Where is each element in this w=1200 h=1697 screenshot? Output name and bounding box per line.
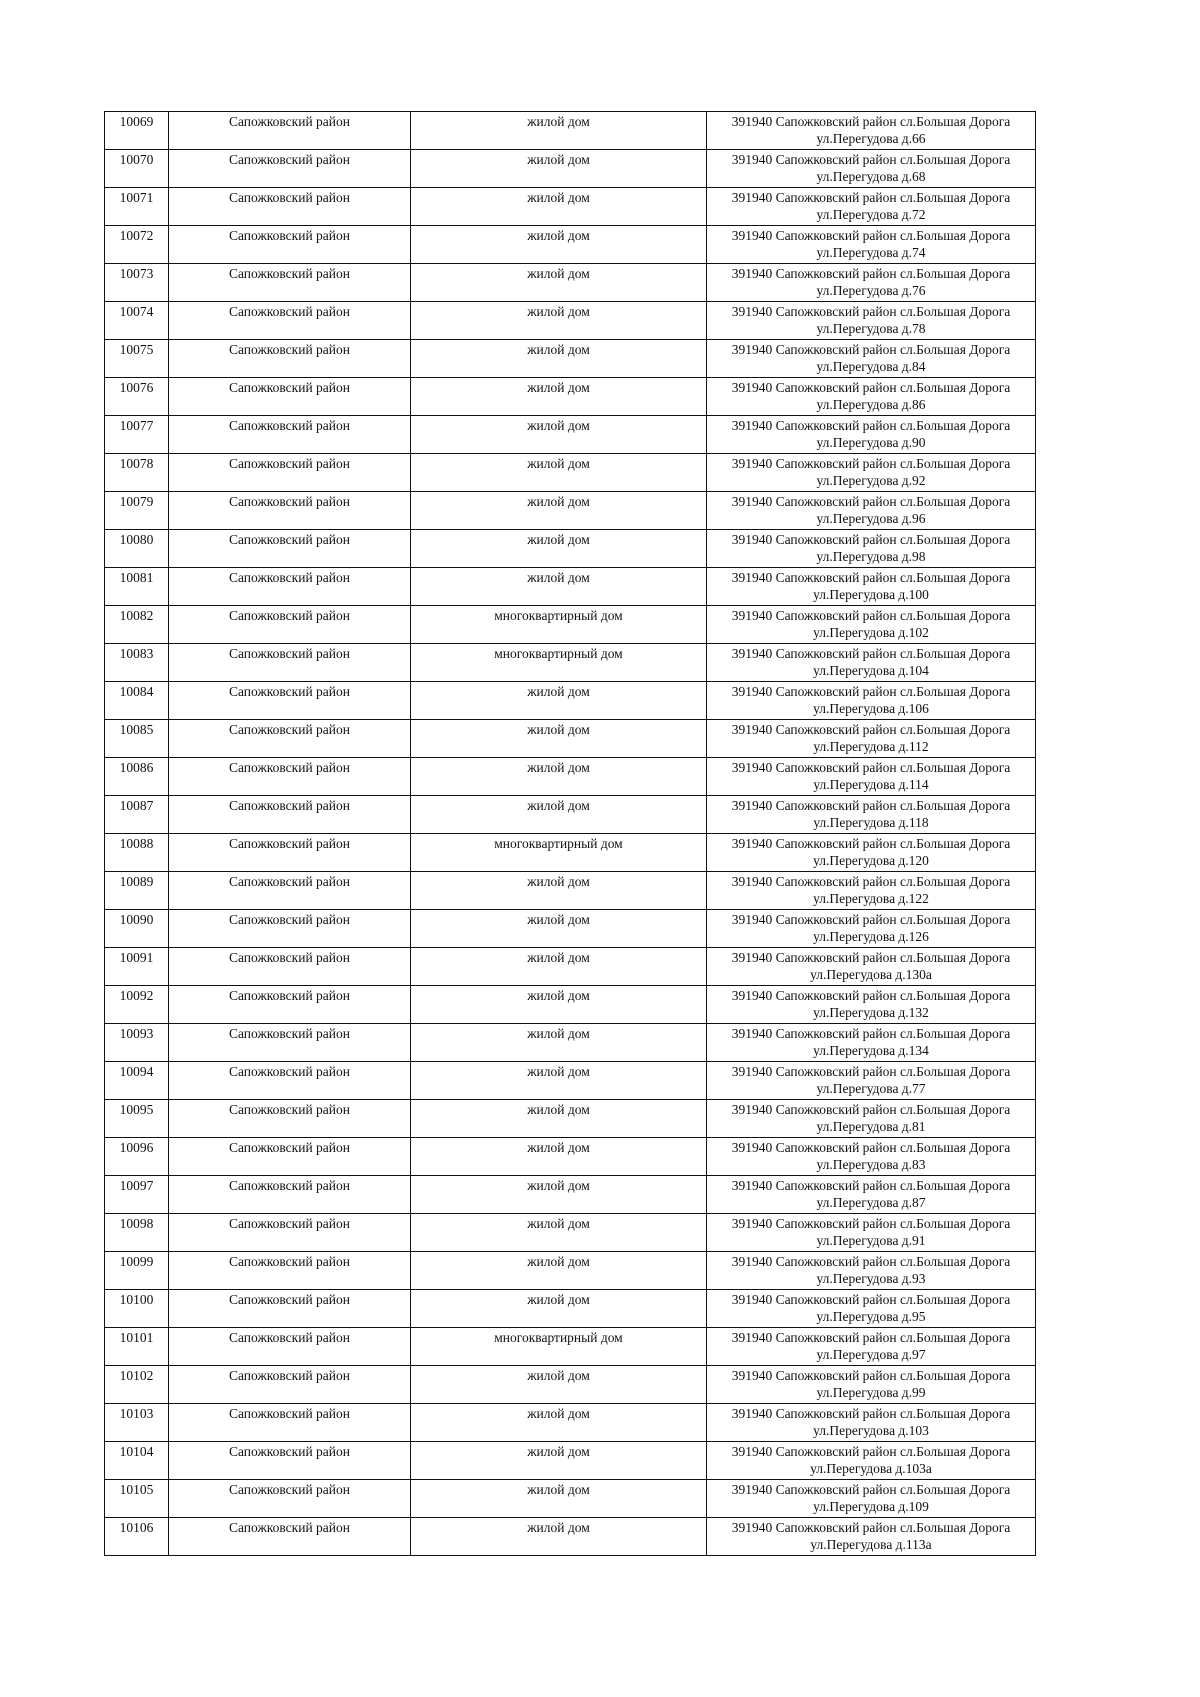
table-row — [105, 910, 1036, 948]
table-row — [105, 1480, 1036, 1518]
object-type-cell: жилой дом — [411, 188, 707, 226]
district-cell: Сапожковский район — [169, 1100, 411, 1138]
row-number: 10073 — [105, 264, 169, 302]
address-cell — [707, 1480, 1036, 1518]
address-line-1: 391940 Сапожковский район сл.Большая Дорога — [731, 1482, 1011, 1497]
district-cell: Сапожковский район — [169, 1480, 411, 1518]
district-cell: Сапожковский район — [169, 1176, 411, 1214]
address-line-1: 391940 Сапожковский район сл.Большая Дорога — [731, 912, 1011, 927]
address-cell — [707, 986, 1036, 1024]
row-number: 10074 — [105, 302, 169, 340]
table-row — [105, 948, 1036, 986]
object-type-cell: жилой дом — [411, 1518, 707, 1556]
district-cell: Сапожковский район — [169, 1024, 411, 1062]
address-cell — [707, 416, 1036, 454]
address-table — [104, 111, 1036, 1556]
object-type-cell: жилой дом — [411, 568, 707, 606]
row-number: 10076 — [105, 378, 169, 416]
address-cell — [707, 682, 1036, 720]
row-number: 10091 — [105, 948, 169, 986]
address-line-2: ул.Перегудова д.122 — [813, 891, 929, 906]
address-line-1: 391940 Сапожковский район сл.Большая Дорога — [731, 418, 1011, 433]
address-line-1: 391940 Сапожковский район сл.Большая Дорога — [731, 304, 1011, 319]
table-row — [105, 378, 1036, 416]
row-number: 10083 — [105, 644, 169, 682]
table-row — [105, 150, 1036, 188]
row-number: 10098 — [105, 1214, 169, 1252]
address-cell — [707, 302, 1036, 340]
district-cell: Сапожковский район — [169, 150, 411, 188]
object-type-cell: жилой дом — [411, 492, 707, 530]
table-row — [105, 1252, 1036, 1290]
address-line-1: 391940 Сапожковский район сл.Большая Дорога — [731, 1064, 1011, 1079]
district-cell: Сапожковский район — [169, 302, 411, 340]
row-number: 10092 — [105, 986, 169, 1024]
address-line-2: ул.Перегудова д.95 — [816, 1309, 926, 1324]
address-line-1: 391940 Сапожковский район сл.Большая Дорога — [731, 836, 1011, 851]
table-row — [105, 416, 1036, 454]
address-cell — [707, 568, 1036, 606]
table-row — [105, 454, 1036, 492]
address-cell — [707, 226, 1036, 264]
district-cell: Сапожковский район — [169, 1062, 411, 1100]
object-type-cell: жилой дом — [411, 1404, 707, 1442]
row-number: 10071 — [105, 188, 169, 226]
address-cell — [707, 872, 1036, 910]
object-type-cell: жилой дом — [411, 948, 707, 986]
district-cell: Сапожковский район — [169, 948, 411, 986]
address-line-2: ул.Перегудова д.114 — [813, 777, 929, 792]
address-line-1: 391940 Сапожковский район сл.Большая Дорога — [731, 1102, 1011, 1117]
address-line-2: ул.Перегудова д.72 — [816, 207, 926, 222]
address-line-1: 391940 Сапожковский район сл.Большая Дорога — [731, 1444, 1011, 1459]
address-line-1: 391940 Сапожковский район сл.Большая Дорога — [731, 114, 1011, 129]
table-row — [105, 1024, 1036, 1062]
address-table-body — [105, 112, 1036, 1556]
row-number: 10072 — [105, 226, 169, 264]
address-line-1: 391940 Сапожковский район сл.Большая Дорога — [731, 456, 1011, 471]
address-line-2: ул.Перегудова д.93 — [816, 1271, 926, 1286]
district-cell: Сапожковский район — [169, 340, 411, 378]
table-row — [105, 1176, 1036, 1214]
object-type-cell: жилой дом — [411, 1366, 707, 1404]
row-number: 10101 — [105, 1328, 169, 1366]
row-number: 10089 — [105, 872, 169, 910]
table-row — [105, 492, 1036, 530]
address-line-2: ул.Перегудова д.98 — [816, 549, 926, 564]
district-cell: Сапожковский район — [169, 568, 411, 606]
address-line-2: ул.Перегудова д.120 — [813, 853, 929, 868]
object-type-cell: жилой дом — [411, 1252, 707, 1290]
district-cell: Сапожковский район — [169, 416, 411, 454]
table-row — [105, 758, 1036, 796]
district-cell: Сапожковский район — [169, 1366, 411, 1404]
object-type-cell: жилой дом — [411, 1442, 707, 1480]
row-number: 10090 — [105, 910, 169, 948]
object-type-cell: жилой дом — [411, 530, 707, 568]
object-type-cell: жилой дом — [411, 682, 707, 720]
address-line-2: ул.Перегудова д.99 — [816, 1385, 926, 1400]
address-line-2: ул.Перегудова д.83 — [816, 1157, 926, 1172]
address-line-2: ул.Перегудова д.103 — [813, 1423, 929, 1438]
row-number: 10079 — [105, 492, 169, 530]
object-type-cell: многоквартирный дом — [411, 1328, 707, 1366]
row-number: 10099 — [105, 1252, 169, 1290]
address-line-1: 391940 Сапожковский район сл.Большая Дорога — [731, 1026, 1011, 1041]
address-line-2: ул.Перегудова д.97 — [816, 1347, 926, 1362]
address-line-2: ул.Перегудова д.86 — [816, 397, 926, 412]
address-line-2: ул.Перегудова д.113а — [810, 1537, 932, 1552]
address-cell — [707, 1024, 1036, 1062]
object-type-cell: жилой дом — [411, 416, 707, 454]
row-number: 10093 — [105, 1024, 169, 1062]
district-cell: Сапожковский район — [169, 1138, 411, 1176]
table-row — [105, 606, 1036, 644]
table-row — [105, 1518, 1036, 1556]
district-cell: Сапожковский район — [169, 530, 411, 568]
object-type-cell: жилой дом — [411, 1480, 707, 1518]
address-line-2: ул.Перегудова д.78 — [816, 321, 926, 336]
address-cell — [707, 1404, 1036, 1442]
address-line-1: 391940 Сапожковский район сл.Большая Дорога — [731, 608, 1011, 623]
object-type-cell: многоквартирный дом — [411, 606, 707, 644]
object-type-cell: жилой дом — [411, 1214, 707, 1252]
object-type-cell: жилой дом — [411, 150, 707, 188]
address-line-2: ул.Перегудова д.109 — [813, 1499, 929, 1514]
address-line-2: ул.Перегудова д.102 — [813, 625, 929, 640]
address-line-1: 391940 Сапожковский район сл.Большая Дорога — [731, 1254, 1011, 1269]
row-number: 10087 — [105, 796, 169, 834]
address-cell — [707, 758, 1036, 796]
address-line-1: 391940 Сапожковский район сл.Большая Дорога — [731, 760, 1011, 775]
row-number: 10080 — [105, 530, 169, 568]
row-number: 10106 — [105, 1518, 169, 1556]
table-row — [105, 1442, 1036, 1480]
address-cell — [707, 1328, 1036, 1366]
table-row — [105, 796, 1036, 834]
table-row — [105, 188, 1036, 226]
district-cell: Сапожковский район — [169, 720, 411, 758]
address-line-2: ул.Перегудова д.90 — [816, 435, 926, 450]
address-cell — [707, 1138, 1036, 1176]
row-number: 10104 — [105, 1442, 169, 1480]
district-cell: Сапожковский район — [169, 188, 411, 226]
row-number: 10105 — [105, 1480, 169, 1518]
table-row — [105, 1328, 1036, 1366]
district-cell: Сапожковский район — [169, 226, 411, 264]
row-number: 10100 — [105, 1290, 169, 1328]
district-cell: Сапожковский район — [169, 1442, 411, 1480]
address-cell — [707, 910, 1036, 948]
address-line-2: ул.Перегудова д.100 — [813, 587, 929, 602]
row-number: 10103 — [105, 1404, 169, 1442]
district-cell: Сапожковский район — [169, 454, 411, 492]
address-cell — [707, 796, 1036, 834]
address-line-2: ул.Перегудова д.130а — [810, 967, 932, 982]
address-line-1: 391940 Сапожковский район сл.Большая Дорога — [731, 874, 1011, 889]
row-number: 10086 — [105, 758, 169, 796]
table-row — [105, 872, 1036, 910]
district-cell: Сапожковский район — [169, 758, 411, 796]
district-cell: Сапожковский район — [169, 986, 411, 1024]
row-number: 10097 — [105, 1176, 169, 1214]
district-cell: Сапожковский район — [169, 682, 411, 720]
table-row — [105, 1366, 1036, 1404]
address-line-2: ул.Перегудова д.74 — [816, 245, 926, 260]
address-line-2: ул.Перегудова д.118 — [813, 815, 929, 830]
object-type-cell: жилой дом — [411, 112, 707, 150]
object-type-cell: жилой дом — [411, 1290, 707, 1328]
address-line-1: 391940 Сапожковский район сл.Большая Дорога — [731, 228, 1011, 243]
district-cell: Сапожковский район — [169, 378, 411, 416]
table-row — [105, 264, 1036, 302]
object-type-cell: жилой дом — [411, 1176, 707, 1214]
address-line-1: 391940 Сапожковский район сл.Большая Дорога — [731, 1178, 1011, 1193]
table-row — [105, 112, 1036, 150]
address-cell — [707, 492, 1036, 530]
row-number: 10088 — [105, 834, 169, 872]
object-type-cell: многоквартирный дом — [411, 834, 707, 872]
address-line-1: 391940 Сапожковский район сл.Большая Дорога — [731, 1330, 1011, 1345]
row-number: 10077 — [105, 416, 169, 454]
address-line-2: ул.Перегудова д.84 — [816, 359, 926, 374]
table-row — [105, 1290, 1036, 1328]
district-cell: Сапожковский район — [169, 1518, 411, 1556]
object-type-cell: жилой дом — [411, 1138, 707, 1176]
address-line-2: ул.Перегудова д.91 — [816, 1233, 926, 1248]
row-number: 10075 — [105, 340, 169, 378]
address-cell — [707, 948, 1036, 986]
address-cell — [707, 340, 1036, 378]
object-type-cell: жилой дом — [411, 340, 707, 378]
table-row — [105, 1062, 1036, 1100]
district-cell: Сапожковский район — [169, 264, 411, 302]
address-line-1: 391940 Сапожковский район сл.Большая Дорога — [731, 722, 1011, 737]
table-row — [105, 340, 1036, 378]
address-line-1: 391940 Сапожковский район сл.Большая Дорога — [731, 494, 1011, 509]
table-row — [105, 1404, 1036, 1442]
address-cell — [707, 1366, 1036, 1404]
address-line-1: 391940 Сапожковский район сл.Большая Дорога — [731, 950, 1011, 965]
object-type-cell: жилой дом — [411, 720, 707, 758]
district-cell: Сапожковский район — [169, 1290, 411, 1328]
row-number: 10085 — [105, 720, 169, 758]
object-type-cell: жилой дом — [411, 986, 707, 1024]
row-number: 10069 — [105, 112, 169, 150]
object-type-cell: жилой дом — [411, 1062, 707, 1100]
address-line-2: ул.Перегудова д.81 — [816, 1119, 926, 1134]
row-number: 10095 — [105, 1100, 169, 1138]
table-row — [105, 568, 1036, 606]
object-type-cell: жилой дом — [411, 302, 707, 340]
address-line-1: 391940 Сапожковский район сл.Большая Дорога — [731, 1216, 1011, 1231]
row-number: 10070 — [105, 150, 169, 188]
table-row — [105, 834, 1036, 872]
address-line-1: 391940 Сапожковский район сл.Большая Дорога — [731, 190, 1011, 205]
object-type-cell: жилой дом — [411, 1100, 707, 1138]
address-line-1: 391940 Сапожковский район сл.Большая Дорога — [731, 152, 1011, 167]
address-line-2: ул.Перегудова д.106 — [813, 701, 929, 716]
object-type-cell: жилой дом — [411, 226, 707, 264]
address-cell — [707, 1252, 1036, 1290]
row-number: 10096 — [105, 1138, 169, 1176]
address-line-2: ул.Перегудова д.96 — [816, 511, 926, 526]
address-line-1: 391940 Сапожковский район сл.Большая Дорога — [731, 1406, 1011, 1421]
table-row — [105, 1138, 1036, 1176]
address-line-1: 391940 Сапожковский район сл.Большая Дорога — [731, 1292, 1011, 1307]
address-line-2: ул.Перегудова д.87 — [816, 1195, 926, 1210]
object-type-cell: жилой дом — [411, 378, 707, 416]
row-number: 10094 — [105, 1062, 169, 1100]
address-cell — [707, 1176, 1036, 1214]
address-cell — [707, 454, 1036, 492]
address-line-1: 391940 Сапожковский район сл.Большая Дорога — [731, 266, 1011, 281]
object-type-cell: жилой дом — [411, 454, 707, 492]
address-line-2: ул.Перегудова д.134 — [813, 1043, 929, 1058]
object-type-cell: многоквартирный дом — [411, 644, 707, 682]
address-line-1: 391940 Сапожковский район сл.Большая Дорога — [731, 684, 1011, 699]
district-cell: Сапожковский район — [169, 872, 411, 910]
address-line-1: 391940 Сапожковский район сл.Большая Дорога — [731, 1368, 1011, 1383]
address-cell — [707, 1518, 1036, 1556]
address-line-1: 391940 Сапожковский район сл.Большая Дорога — [731, 1140, 1011, 1155]
address-cell — [707, 264, 1036, 302]
object-type-cell: жилой дом — [411, 872, 707, 910]
address-cell — [707, 606, 1036, 644]
address-cell — [707, 1290, 1036, 1328]
district-cell: Сапожковский район — [169, 910, 411, 948]
object-type-cell: жилой дом — [411, 264, 707, 302]
address-line-1: 391940 Сапожковский район сл.Большая Дорога — [731, 798, 1011, 813]
address-line-1: 391940 Сапожковский район сл.Большая Дорога — [731, 532, 1011, 547]
table-row — [105, 720, 1036, 758]
address-cell — [707, 112, 1036, 150]
district-cell: Сапожковский район — [169, 606, 411, 644]
district-cell: Сапожковский район — [169, 1252, 411, 1290]
address-line-2: ул.Перегудова д.92 — [816, 473, 926, 488]
district-cell: Сапожковский район — [169, 1214, 411, 1252]
object-type-cell: жилой дом — [411, 758, 707, 796]
district-cell: Сапожковский район — [169, 834, 411, 872]
address-line-2: ул.Перегудова д.76 — [816, 283, 926, 298]
address-line-2: ул.Перегудова д.66 — [816, 131, 926, 146]
district-cell: Сапожковский район — [169, 644, 411, 682]
district-cell: Сапожковский район — [169, 796, 411, 834]
district-cell: Сапожковский район — [169, 1404, 411, 1442]
address-cell — [707, 644, 1036, 682]
row-number: 10081 — [105, 568, 169, 606]
row-number: 10102 — [105, 1366, 169, 1404]
address-cell — [707, 1100, 1036, 1138]
address-line-1: 391940 Сапожковский район сл.Большая Дорога — [731, 342, 1011, 357]
address-line-1: 391940 Сапожковский район сл.Большая Дорога — [731, 988, 1011, 1003]
object-type-cell: жилой дом — [411, 910, 707, 948]
address-cell — [707, 188, 1036, 226]
address-line-2: ул.Перегудова д.132 — [813, 1005, 929, 1020]
address-line-2: ул.Перегудова д.126 — [813, 929, 929, 944]
row-number: 10078 — [105, 454, 169, 492]
address-cell — [707, 720, 1036, 758]
address-cell — [707, 1214, 1036, 1252]
address-cell — [707, 150, 1036, 188]
table-row — [105, 302, 1036, 340]
object-type-cell: жилой дом — [411, 1024, 707, 1062]
table-row — [105, 530, 1036, 568]
table-row — [105, 226, 1036, 264]
address-line-1: 391940 Сапожковский район сл.Большая Дорога — [731, 1520, 1011, 1535]
object-type-cell: жилой дом — [411, 796, 707, 834]
address-line-2: ул.Перегудова д.68 — [816, 169, 926, 184]
district-cell: Сапожковский район — [169, 112, 411, 150]
row-number: 10084 — [105, 682, 169, 720]
address-line-2: ул.Перегудова д.103а — [810, 1461, 932, 1476]
table-row — [105, 1214, 1036, 1252]
table-row — [105, 986, 1036, 1024]
address-line-1: 391940 Сапожковский район сл.Большая Дорога — [731, 646, 1011, 661]
address-cell — [707, 530, 1036, 568]
table-row — [105, 1100, 1036, 1138]
row-number: 10082 — [105, 606, 169, 644]
address-line-2: ул.Перегудова д.112 — [813, 739, 929, 754]
address-line-1: 391940 Сапожковский район сл.Большая Дорога — [731, 380, 1011, 395]
address-cell — [707, 834, 1036, 872]
address-line-2: ул.Перегудова д.104 — [813, 663, 929, 678]
table-row — [105, 682, 1036, 720]
address-line-2: ул.Перегудова д.77 — [816, 1081, 926, 1096]
address-cell — [707, 1442, 1036, 1480]
district-cell: Сапожковский район — [169, 492, 411, 530]
address-cell — [707, 378, 1036, 416]
table-row — [105, 644, 1036, 682]
address-line-1: 391940 Сапожковский район сл.Большая Дорога — [731, 570, 1011, 585]
document-page — [104, 111, 1035, 1556]
address-cell — [707, 1062, 1036, 1100]
district-cell: Сапожковский район — [169, 1328, 411, 1366]
